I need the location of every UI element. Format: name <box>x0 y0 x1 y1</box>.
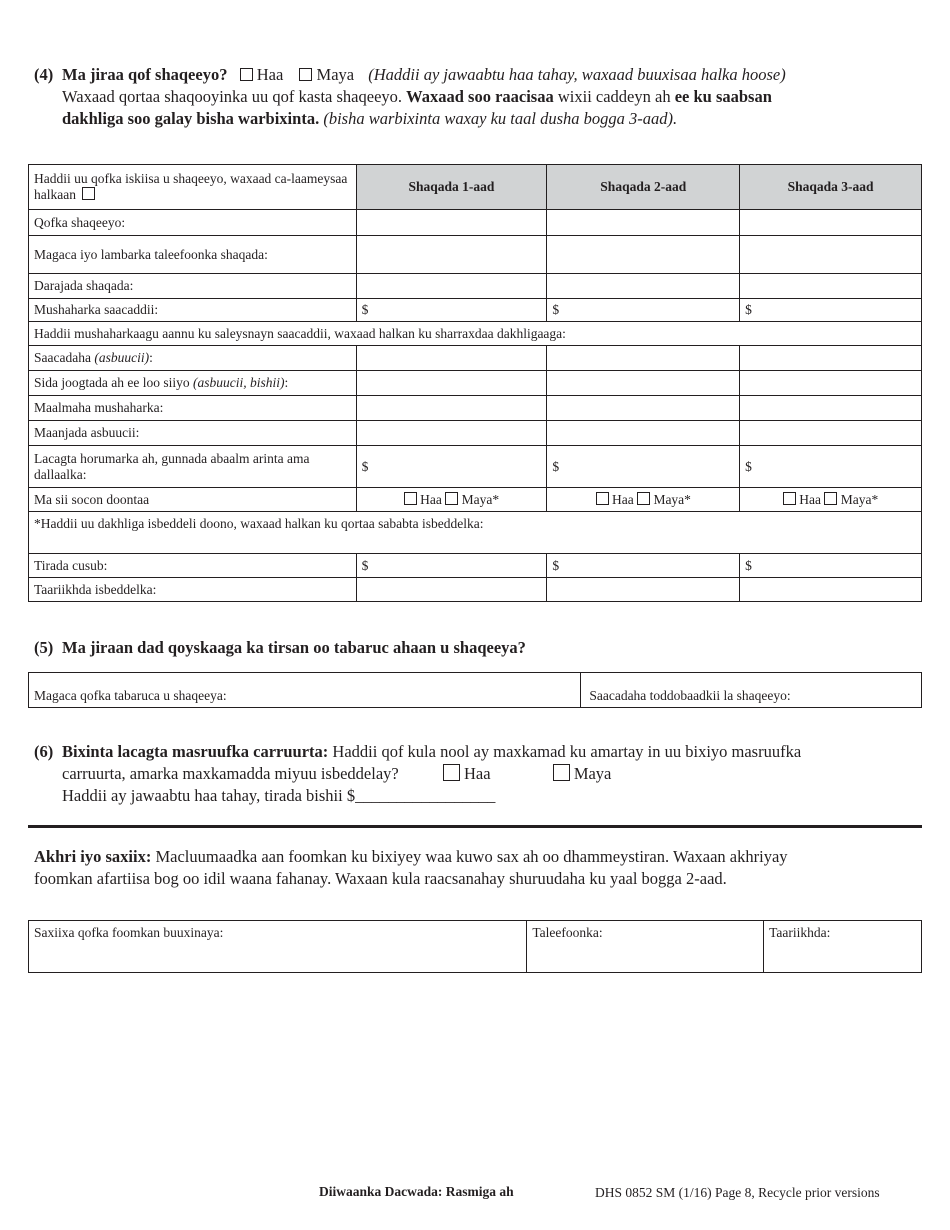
q4-attach-text: wixii caddeyn ah <box>557 87 671 106</box>
volunteer-name-label: Magaca qofka tabaruca u shaqeeya: <box>34 688 227 703</box>
job1-new-amount-field[interactable] <box>356 554 547 578</box>
change-reason-field[interactable] <box>29 512 922 554</box>
job2-payday-field[interactable] <box>547 396 740 421</box>
table-row <box>29 346 922 371</box>
currency-sign: $ <box>552 302 560 317</box>
q6-no-label: Maya <box>573 764 612 783</box>
q6-text1: Haddii qof kula nool ay maxkamad ku amartay in uu bixiyo masruufka <box>332 742 802 761</box>
job1-title-field[interactable] <box>356 274 547 299</box>
job3-person-field[interactable] <box>740 210 922 236</box>
job2-continue-yes-checkbox[interactable] <box>596 492 609 505</box>
job1-continue-cell <box>356 488 547 512</box>
q4-income-bold: dakhliga soo galay bisha warbixinta. <box>62 109 320 128</box>
column-header-job1: Shaqada 1-aad <box>356 165 547 210</box>
row-label-pay-frequency: Sida joogtada ah ee loo siiyo (asbuucii, bishii): <box>29 371 357 396</box>
sign-title: Akhri iyo saxiix: <box>34 847 152 866</box>
job2-change-date-field[interactable] <box>547 578 740 602</box>
phone-label: Taleefoonka: <box>532 925 603 940</box>
table-row <box>29 322 922 346</box>
continue-yes-label: Haa <box>611 491 634 507</box>
q4-yes-checkbox[interactable] <box>240 68 253 81</box>
row-label-hourly-wage: Mushaharka saacaddii: <box>29 299 357 322</box>
table-row <box>29 165 922 210</box>
q6-block <box>34 741 924 807</box>
continue-yes-label: Haa <box>799 491 821 507</box>
continue-no-label: Maya* <box>653 491 691 507</box>
job1-frequency-field[interactable] <box>356 371 547 396</box>
job2-wage-field[interactable] <box>547 299 740 322</box>
job1-employer-field[interactable] <box>356 236 547 274</box>
currency-sign: $ <box>745 458 752 474</box>
job2-hours-field[interactable] <box>547 346 740 371</box>
q6-number: (6) <box>34 742 54 761</box>
hours-label: Saacadaha <box>34 350 91 365</box>
self-employed-checkbox[interactable] <box>82 187 95 200</box>
job2-continue-cell <box>547 488 740 512</box>
q4-question: Ma jiraa qof shaqeeyo? <box>62 65 228 84</box>
currency-sign: $ <box>552 458 560 474</box>
table-row <box>29 554 922 578</box>
currency-sign: $ <box>361 458 369 474</box>
job3-change-date-field[interactable] <box>740 578 922 602</box>
job1-person-field[interactable] <box>356 210 547 236</box>
job1-wage-field[interactable] <box>356 299 547 322</box>
self-employed-label: Haddii uu qofka iskiisa u shaqeeyo, waxaad ca-laameysaa halkaan <box>34 171 348 202</box>
currency-sign: $ <box>552 557 560 573</box>
date-label: Taariikhda: <box>769 925 831 940</box>
table-row <box>29 236 922 274</box>
footer-left: Diiwaanka Dacwada: Rasmiga ah <box>319 1184 514 1199</box>
volunteer-hours-field[interactable] <box>581 673 922 708</box>
table-row <box>29 673 922 708</box>
job2-avg-field[interactable] <box>547 421 740 446</box>
q5-block <box>34 637 924 659</box>
row-label-continue: Ma sii socon doontaa <box>29 488 357 512</box>
job2-employer-field[interactable] <box>547 236 740 274</box>
job3-frequency-field[interactable] <box>740 371 922 396</box>
table-row <box>29 299 922 322</box>
job3-continue-yes-checkbox[interactable] <box>783 492 796 505</box>
job3-new-amount-field[interactable] <box>740 554 922 578</box>
q5-number: (5) <box>34 638 54 657</box>
table-row <box>29 512 922 554</box>
self-employed-cell <box>29 165 357 210</box>
job3-continue-no-checkbox[interactable] <box>824 492 837 505</box>
job2-continue-no-checkbox[interactable] <box>637 492 650 505</box>
table-row <box>29 921 922 973</box>
job2-title-field[interactable] <box>547 274 740 299</box>
row-label-employer: Magaca iyo lambarka taleefoonka shaqada: <box>29 236 357 274</box>
table-row <box>29 396 922 421</box>
row-label-new-amount: Tirada cusub: <box>29 554 357 578</box>
currency-sign: $ <box>361 557 369 573</box>
row-label-gross-pay: Lacagta horumarka ah, gunnada abaalm arinta ama dallaalka: <box>29 446 357 488</box>
q4-report-month-note: (bisha warbixinta waxay ku taal dusha bogga 3-aad). <box>323 109 678 128</box>
continue-no-label: Maya* <box>461 491 500 507</box>
q4-yes-label: Haa <box>256 65 284 84</box>
volunteer-table <box>28 672 922 708</box>
job3-title-field[interactable] <box>740 274 922 299</box>
q4-no-label: Maya <box>316 65 355 84</box>
job3-hours-field[interactable] <box>740 346 922 371</box>
currency-sign: $ <box>361 302 369 317</box>
q4-instruction: Waxaad qortaa shaqooyinka uu qof kasta shaqeeyo. <box>62 87 403 106</box>
row-label-payday: Maalmaha mushaharka: <box>29 396 357 421</box>
table-row <box>29 421 922 446</box>
column-header-job3: Shaqada 3-aad <box>740 165 922 210</box>
footer-right: DHS 0852 SM (1/16) Page 8, Recycle prior versions <box>595 1185 880 1200</box>
job2-frequency-field[interactable] <box>547 371 740 396</box>
row-label-weekly-avg: Maanjada asbuucii: <box>29 421 357 446</box>
volunteer-hours-label: Saacadaha toddobaadkii la shaqeeyo: <box>589 688 791 703</box>
job1-continue-yes-checkbox[interactable] <box>404 492 417 505</box>
q6-title: Bixinta lacagta masruufka carruurta: <box>62 742 329 761</box>
job3-continue-cell <box>740 488 922 512</box>
continue-yes-label: Haa <box>420 491 442 507</box>
q4-no-checkbox[interactable] <box>299 68 312 81</box>
job3-avg-field[interactable] <box>740 421 922 446</box>
table-row <box>29 446 922 488</box>
q6-no-checkbox[interactable] <box>553 764 570 781</box>
section-divider <box>28 825 922 828</box>
q6-amount-field[interactable]: Haddii ay jawaabtu haa tahay, tirada bishii $_________________ <box>62 786 496 805</box>
sign-text2: foomkan afartiisa bog oo idil waana fahanay. Waxaan kula raacsanahay shuruudaha ku yaal bogga 2-aad. <box>34 869 727 888</box>
signature-field[interactable] <box>29 921 527 973</box>
row-label-job-title: Darajada shaqada: <box>29 274 357 299</box>
job1-gross-field[interactable] <box>356 446 547 488</box>
job1-hours-field[interactable] <box>356 346 547 371</box>
job3-payday-field[interactable] <box>740 396 922 421</box>
row-label-person: Qofka shaqeeyo: <box>29 210 357 236</box>
q6-yes-label: Haa <box>463 764 491 783</box>
date-field[interactable] <box>764 921 922 973</box>
currency-sign: $ <box>745 557 752 573</box>
pay-frequency-em: (asbuucii, bishii) <box>192 375 285 390</box>
phone-field[interactable] <box>527 921 764 973</box>
hours-label-em: (asbuucii) <box>94 350 150 365</box>
table-row <box>29 488 922 512</box>
table-row <box>29 210 922 236</box>
q4-about-bold: ee ku saabsan <box>674 87 772 106</box>
row-label-change-date: Taariikhda isbeddelka: <box>29 578 357 602</box>
q4-hint: (Haddii ay jawaabtu haa tahay, waxaad buuxisaa halka hoose) <box>368 65 786 84</box>
jobs-table <box>28 164 922 602</box>
signature-label: Saxiixa qofka foomkan buuxinaya: <box>34 925 224 940</box>
table-row <box>29 578 922 602</box>
continue-no-label: Maya* <box>840 491 879 507</box>
sign-block <box>34 846 924 890</box>
job2-new-amount-field[interactable] <box>547 554 740 578</box>
job1-change-date-field[interactable] <box>356 578 547 602</box>
table-row <box>29 274 922 299</box>
job1-continue-no-checkbox[interactable] <box>445 492 458 505</box>
job1-avg-field[interactable] <box>356 421 547 446</box>
job3-wage-field[interactable] <box>740 299 922 322</box>
job2-gross-field[interactable] <box>547 446 740 488</box>
q6-yes-checkbox[interactable] <box>443 764 460 781</box>
q5-question: Ma jiraan dad qoyskaaga ka tirsan oo tabaruc ahaan u shaqeeya? <box>62 638 526 657</box>
not-hourly-note: Haddii mushaharkaagu aannu ku saleysnayn saacaddii, waxaad halkan ku sharraxdaa dakhligaaga: <box>29 322 922 346</box>
volunteer-name-field[interactable] <box>29 673 581 708</box>
job1-payday-field[interactable] <box>356 396 547 421</box>
q4-number: (4) <box>34 65 54 84</box>
job3-employer-field[interactable] <box>740 236 922 274</box>
q4-block <box>34 64 924 130</box>
row-label-hours: Saacadaha (asbuucii): <box>29 346 357 371</box>
signature-table <box>28 920 922 973</box>
job3-gross-field[interactable] <box>740 446 922 488</box>
table-row <box>29 371 922 396</box>
change-note: *Haddii uu dakhliga isbeddeli doono, waxaad halkan ku qortaa sababta isbeddelka: <box>34 516 484 531</box>
q4-attach-bold: Waxaad soo raacisaa <box>406 87 554 106</box>
column-header-job2: Shaqada 2-aad <box>547 165 740 210</box>
sign-text1: Macluumaadka aan foomkan ku bixiyey waa kuwo sax ah oo dhammeystiran. Waxaan akhriyay <box>155 847 788 866</box>
currency-sign: $ <box>745 302 752 317</box>
job2-person-field[interactable] <box>547 210 740 236</box>
q6-text2: carruurta, amarka maxkamadda miyuu isbeddelay? <box>62 764 399 783</box>
pay-frequency-label: Sida joogtada ah ee loo siiyo <box>34 375 190 390</box>
